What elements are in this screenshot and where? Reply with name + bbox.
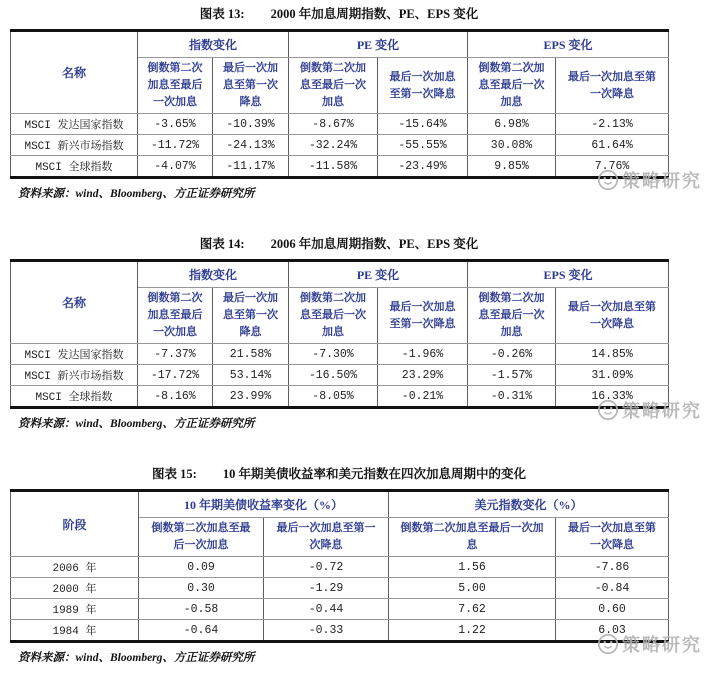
table-row xyxy=(11,491,669,518)
table-ust-dxy-cycles xyxy=(10,489,669,643)
table-2000-hike-cycle xyxy=(10,29,669,179)
row-name: MSCI 全球指数 xyxy=(11,156,138,178)
row-name: 1989 年 xyxy=(11,599,139,620)
cell-value: -0.64 xyxy=(139,620,264,642)
sub-header: 最后一次加息至第一次降息 xyxy=(213,58,289,114)
sub-header: 倒数第二次加息至最后一次加息 xyxy=(139,518,264,557)
sub-header: 倒数第二次加息至最后一次加息 xyxy=(289,288,378,344)
cell-value: -10.39% xyxy=(213,114,289,135)
figure-title xyxy=(10,236,668,253)
sub-header: 倒数第二次加息至最后一次加息 xyxy=(138,58,213,114)
row-name: MSCI 发达国家指数 xyxy=(11,344,138,365)
table-row xyxy=(11,365,669,386)
cell-value: 9.85% xyxy=(468,156,556,178)
sub-header: 最后一次加息至第一次降息 xyxy=(213,288,289,344)
table-row xyxy=(11,578,669,599)
figure-title-text: 2006 年加息周期指数、PE、EPS 变化 xyxy=(270,237,479,251)
group-header-pe-change: PE 变化 xyxy=(289,261,468,288)
group-header-pe-change: PE 变化 xyxy=(289,31,468,58)
cell-value: -0.31% xyxy=(468,386,556,408)
source-note: 资料来源：wind、Bloomberg、方正证券研究所 xyxy=(18,652,255,664)
cell-value: 31.09% xyxy=(556,365,669,386)
figure-label: 图表 13: xyxy=(199,7,245,21)
cell-value: -1.57% xyxy=(468,365,556,386)
cell-value: -32.24% xyxy=(289,135,378,156)
source-note: 资料来源：wind、Bloomberg、方正证券研究所 xyxy=(18,418,255,430)
sub-header: 最后一次加息至第一次降息 xyxy=(556,58,669,114)
cell-value: 7.62 xyxy=(389,599,556,620)
cell-value: -11.58% xyxy=(289,156,378,178)
group-header-dxy-change: 美元指数变化（%） xyxy=(389,491,669,518)
cell-value: 0.09 xyxy=(139,557,264,578)
cell-value: -11.72% xyxy=(138,135,213,156)
cell-value: 23.29% xyxy=(378,365,468,386)
sub-header: 最后一次加息至第一次降息 xyxy=(378,288,468,344)
sub-header: 倒数第二次加息至最后一次加息 xyxy=(468,288,556,344)
cell-value: -0.58 xyxy=(139,599,264,620)
sub-header: 倒数第二次加息至最后一次加息 xyxy=(468,58,556,114)
figure-title xyxy=(10,6,668,23)
cell-value: -0.72 xyxy=(264,557,389,578)
table-row xyxy=(11,156,669,178)
cell-value: -1.96% xyxy=(378,344,468,365)
cell-value: -7.86 xyxy=(556,557,669,578)
table-row xyxy=(11,261,669,288)
table-row xyxy=(11,344,669,365)
source-note: 资料来源：wind、Bloomberg、方正证券研究所 xyxy=(18,188,255,200)
cell-value: -17.72% xyxy=(138,365,213,386)
cell-value: -7.30% xyxy=(289,344,378,365)
column-header-name: 名称 xyxy=(11,31,138,114)
watermark-text: 策略研究 xyxy=(622,171,702,191)
cell-value: -0.33 xyxy=(264,620,389,642)
row-name: 2000 年 xyxy=(11,578,139,599)
cell-value: -24.13% xyxy=(213,135,289,156)
table-row xyxy=(11,599,669,620)
figure-label: 图表 14: xyxy=(199,237,245,251)
table-row xyxy=(11,135,669,156)
cell-value: 0.30 xyxy=(139,578,264,599)
table-2006-hike-cycle xyxy=(10,259,669,409)
figure-block-15 xyxy=(10,466,702,666)
sub-header: 倒数第二次加息至最后一次加息 xyxy=(289,58,378,114)
cell-value: -23.49% xyxy=(378,156,468,178)
cell-value: 23.99% xyxy=(213,386,289,408)
row-name: 2006 年 xyxy=(11,557,139,578)
cell-value: -3.65% xyxy=(138,114,213,135)
row-name: 1984 年 xyxy=(11,620,139,642)
figure-title-text: 10 年期美债收益率和美元指数在四次加息周期中的变化 xyxy=(222,467,526,481)
group-header-eps-change: EPS 变化 xyxy=(468,31,669,58)
figure-label: 图表 15: xyxy=(152,467,197,481)
cell-value: -0.26% xyxy=(468,344,556,365)
cell-value: 0.60 xyxy=(556,599,669,620)
cell-value: 1.56 xyxy=(389,557,556,578)
cell-value: 16.33% xyxy=(556,386,669,408)
group-header-ust10y-change: 10 年期美债收益率变化（%） xyxy=(139,491,389,518)
cell-value: -0.44 xyxy=(264,599,389,620)
group-header-index-change: 指数变化 xyxy=(138,261,289,288)
table-row xyxy=(11,620,669,642)
figure-block-13 xyxy=(10,0,702,202)
cell-value: 21.58% xyxy=(213,344,289,365)
cell-value: 6.98% xyxy=(468,114,556,135)
cell-value: -55.55% xyxy=(378,135,468,156)
table-row xyxy=(11,31,669,58)
figure-title-text: 2000 年加息周期指数、PE、EPS 变化 xyxy=(270,7,479,21)
group-header-eps-change: EPS 变化 xyxy=(468,261,669,288)
cell-value: -15.64% xyxy=(378,114,468,135)
figure-title xyxy=(10,466,668,483)
cell-value: 1.22 xyxy=(389,620,556,642)
cell-value: -7.37% xyxy=(138,344,213,365)
sub-header: 最后一次加息至第一次降息 xyxy=(556,518,669,557)
group-header-index-change: 指数变化 xyxy=(138,31,289,58)
cell-value: -8.67% xyxy=(289,114,378,135)
cell-value: -8.05% xyxy=(289,386,378,408)
cell-value: -16.50% xyxy=(289,365,378,386)
cell-value: -1.29 xyxy=(264,578,389,599)
column-header-name: 名称 xyxy=(11,261,138,344)
cell-value: -0.21% xyxy=(378,386,468,408)
table-row xyxy=(11,386,669,408)
figure-block-14 xyxy=(10,236,702,432)
watermark-text: 策略研究 xyxy=(622,635,702,655)
cell-value: 5.00 xyxy=(389,578,556,599)
row-name: MSCI 发达国家指数 xyxy=(11,114,138,135)
cell-value: -11.17% xyxy=(213,156,289,178)
cell-value: 53.14% xyxy=(213,365,289,386)
row-name: MSCI 全球指数 xyxy=(11,386,138,408)
cell-value: -2.13% xyxy=(556,114,669,135)
sub-header: 最后一次加息至第一次降息 xyxy=(264,518,389,557)
cell-value: -8.16% xyxy=(138,386,213,408)
watermark-text: 策略研究 xyxy=(622,401,702,421)
table-row xyxy=(11,114,669,135)
cell-value: 7.76% xyxy=(556,156,669,178)
cell-value: 14.85% xyxy=(556,344,669,365)
row-name: MSCI 新兴市场指数 xyxy=(11,135,138,156)
sub-header: 最后一次加息至第一次降息 xyxy=(556,288,669,344)
sub-header: 倒数第二次加息至最后一次加息 xyxy=(389,518,556,557)
sub-header: 最后一次加息至第一次降息 xyxy=(378,58,468,114)
cell-value: 30.08% xyxy=(468,135,556,156)
cell-value: 61.64% xyxy=(556,135,669,156)
cell-value: 6.03 xyxy=(556,620,669,642)
column-header-stage: 阶段 xyxy=(11,491,139,557)
row-name: MSCI 新兴市场指数 xyxy=(11,365,138,386)
cell-value: -4.07% xyxy=(138,156,213,178)
table-row xyxy=(11,557,669,578)
cell-value: -0.84 xyxy=(556,578,669,599)
sub-header: 倒数第二次加息至最后一次加息 xyxy=(138,288,213,344)
